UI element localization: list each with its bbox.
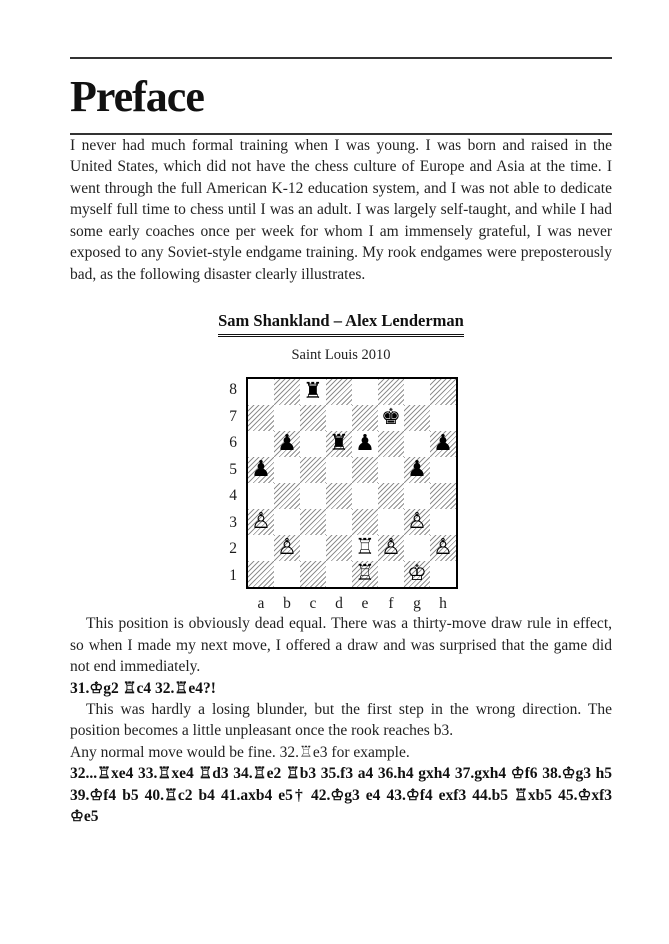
board-square bbox=[378, 561, 404, 587]
board-square bbox=[352, 561, 378, 587]
board-square bbox=[378, 431, 404, 457]
chess-piece: ♚ bbox=[381, 405, 401, 431]
board-square bbox=[430, 379, 456, 405]
board-square bbox=[300, 561, 326, 587]
file-label: c bbox=[309, 595, 317, 613]
chess-piece: ♙ bbox=[251, 509, 271, 535]
board-square bbox=[378, 457, 404, 483]
board-square bbox=[300, 509, 326, 535]
chess-piece: ♜ bbox=[303, 379, 323, 405]
board-square bbox=[404, 431, 430, 457]
board-square bbox=[352, 535, 378, 561]
board-square bbox=[274, 509, 300, 535]
board-square bbox=[430, 509, 456, 535]
board-square bbox=[274, 431, 300, 457]
comment-paragraph-2: Any normal move would be fine. 32.♖e3 for example. bbox=[70, 743, 410, 761]
game-players: Sam Shankland – Alex Lenderman bbox=[218, 311, 464, 337]
board-square bbox=[404, 405, 430, 431]
board-square bbox=[404, 483, 430, 509]
board-square bbox=[430, 457, 456, 483]
board-square bbox=[430, 483, 456, 509]
board-square bbox=[300, 535, 326, 561]
board-square bbox=[404, 379, 430, 405]
board-square bbox=[248, 457, 274, 483]
board-square bbox=[326, 379, 352, 405]
file-labels bbox=[246, 589, 458, 613]
board-square bbox=[248, 405, 274, 431]
board-square bbox=[300, 483, 326, 509]
rank-label: 6 bbox=[229, 434, 237, 452]
board-square bbox=[248, 431, 274, 457]
chess-piece: ♙ bbox=[433, 535, 453, 561]
board-square bbox=[248, 509, 274, 535]
board-square bbox=[404, 509, 430, 535]
board-square bbox=[326, 535, 352, 561]
board-square bbox=[248, 561, 274, 587]
board-square bbox=[352, 509, 378, 535]
board-square bbox=[248, 535, 274, 561]
board-square bbox=[274, 379, 300, 405]
chess-diagram bbox=[70, 377, 612, 613]
board-square bbox=[352, 379, 378, 405]
file-label: d bbox=[335, 595, 343, 613]
board-square bbox=[378, 535, 404, 561]
chess-piece: ♙ bbox=[407, 509, 427, 535]
board-square bbox=[274, 457, 300, 483]
title-rule-top bbox=[70, 57, 612, 59]
rank-labels bbox=[224, 377, 246, 589]
move-line-1: 31.♔g2 ♖c4 32.♖e4?! bbox=[70, 679, 216, 697]
file-label: f bbox=[388, 595, 394, 613]
chess-piece: ♔ bbox=[407, 561, 427, 587]
rank-label: 8 bbox=[229, 381, 237, 399]
rank-label: 4 bbox=[229, 487, 237, 505]
chess-piece: ♙ bbox=[277, 535, 297, 561]
game-header bbox=[70, 311, 612, 337]
file-label: g bbox=[413, 595, 421, 613]
board-square bbox=[326, 561, 352, 587]
board-square bbox=[352, 483, 378, 509]
board-square bbox=[300, 457, 326, 483]
board-square bbox=[404, 535, 430, 561]
board-square bbox=[248, 483, 274, 509]
rank-label: 2 bbox=[229, 540, 237, 558]
chess-piece: ♟ bbox=[277, 431, 297, 457]
board-square bbox=[378, 405, 404, 431]
chess-piece: ♜ bbox=[329, 431, 349, 457]
board-square bbox=[326, 457, 352, 483]
board-square bbox=[326, 405, 352, 431]
rank-label: 5 bbox=[229, 460, 237, 478]
after-diagram-paragraph: This position is obviously dead equal. There was a thirty-move draw rule in effect, so when I made my next move, I offered a draw and was surprised that the game did not end immediately. bbox=[70, 615, 612, 676]
board-square bbox=[300, 405, 326, 431]
board-square bbox=[430, 405, 456, 431]
chess-piece: ♖ bbox=[355, 561, 375, 587]
chess-piece: ♟ bbox=[433, 431, 453, 457]
board-square bbox=[352, 431, 378, 457]
board-square bbox=[326, 483, 352, 509]
board-square bbox=[248, 379, 274, 405]
board-square bbox=[430, 561, 456, 587]
game-venue: Saint Louis 2010 bbox=[291, 347, 391, 364]
board-square bbox=[404, 457, 430, 483]
board-square bbox=[430, 535, 456, 561]
board-square bbox=[430, 431, 456, 457]
chess-piece: ♟ bbox=[251, 457, 271, 483]
board-square bbox=[378, 483, 404, 509]
file-label: a bbox=[257, 595, 265, 613]
page-title: Preface bbox=[70, 72, 204, 121]
rank-label: 7 bbox=[229, 407, 237, 425]
file-label: e bbox=[361, 595, 369, 613]
board-square bbox=[300, 431, 326, 457]
rank-label: 1 bbox=[229, 566, 237, 584]
intro-paragraph: I never had much formal training when I was young. I was born and raised in the United States, which did not have the chess culture of Europe and Asia at the time. I went through the full American K-12 education system, and I was not able to dedicate myself full time to chess until I was an adult. I was largely self-taught, and while I had some early coaches once per week for whom I am immensely grateful, I was never exposed to any Soviet-style endgame training. My rook endgames were preposterously bad, as the following disaster clearly illustrates. bbox=[70, 137, 612, 283]
board-square bbox=[274, 561, 300, 587]
move-line-2: 32...♖xe4 33.♖xe4 ♖d3 34.♖e2 ♖b3 35.f3 a4 36.h4 gxh4 37.gxh4 ♔f6 38.♔g3 h5 39.♔f4 b5 40.♖c2 b4 41.axb4 e5† 42.♔g3 e4 43.♔f4 exf3 44.b5 ♖xb5 45.♔xf3 ♔e5 bbox=[70, 765, 612, 826]
chess-piece: ♙ bbox=[381, 535, 401, 561]
comment-paragraph-1: This was hardly a losing blunder, but the first step in the wrong direction. The position becomes a little unpleasant once the rook reaches b3. bbox=[70, 700, 612, 740]
file-label: h bbox=[439, 595, 447, 613]
board-square bbox=[326, 431, 352, 457]
board-square bbox=[274, 535, 300, 561]
board-square bbox=[300, 379, 326, 405]
board-square bbox=[352, 405, 378, 431]
board-square bbox=[326, 509, 352, 535]
chess-piece: ♟ bbox=[407, 457, 427, 483]
board-square bbox=[352, 457, 378, 483]
chess-piece: ♟ bbox=[355, 431, 375, 457]
board-square bbox=[378, 509, 404, 535]
board-square bbox=[378, 379, 404, 405]
rank-label: 3 bbox=[229, 513, 237, 531]
chess-piece: ♖ bbox=[355, 535, 375, 561]
board-square bbox=[274, 405, 300, 431]
board-square bbox=[274, 483, 300, 509]
board-square bbox=[404, 561, 430, 587]
board-squares bbox=[246, 377, 458, 589]
file-label: b bbox=[283, 595, 291, 613]
